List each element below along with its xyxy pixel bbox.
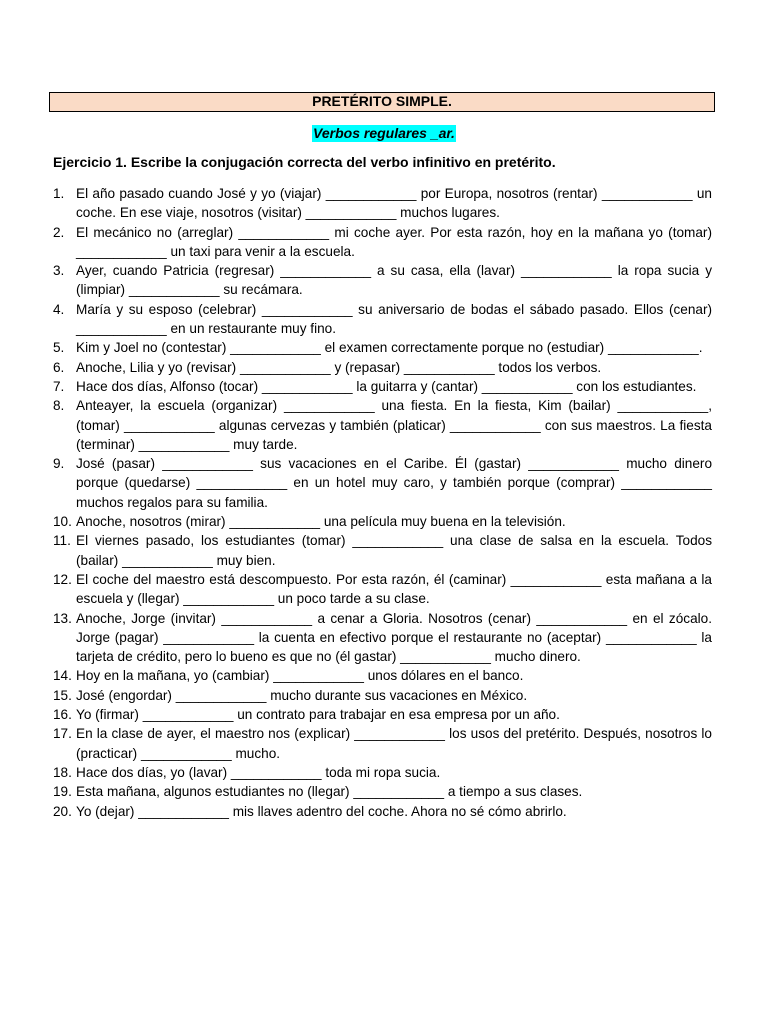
exercise-sentence: El viernes pasado, los estudiantes (tomar) ____________ una clase de salsa en la escuela. Todos (bailar) ____________ muy bien.	[76, 533, 712, 568]
exercise-list	[53, 184, 712, 821]
exercise-item	[53, 802, 712, 821]
exercise-sentence: El mecánico no (arreglar) ____________ mi coche ayer. Por esta razón, hoy en la mañana yo (tomar) ____________ un taxi para venir a la escuela.	[76, 224, 712, 259]
exercise-sentence: En la clase de ayer, el maestro nos (explicar) ____________ los usos del pretérito. Después, nosotros lo (practicar) ____________ mucho.	[76, 726, 712, 761]
exercise-number: 18.	[53, 764, 72, 780]
exercise-number: 6.	[53, 359, 65, 375]
exercise-item	[53, 782, 712, 801]
exercise-sentence: Yo (firmar) ____________ un contrato para trabajar en esa empresa por un año.	[76, 707, 560, 723]
exercise-number: 3.	[53, 263, 65, 279]
exercise-sentence: El año pasado cuando José y yo (viajar) ____________ por Europa, nosotros (rentar) ____________ un coche. En ese viaje, nosotros (visitar) ____________ muchos lugares.	[76, 186, 712, 221]
exercise-number: 20.	[53, 803, 72, 819]
exercise-instructions: Ejercicio 1. Escribe la conjugación correcta del verbo infinitivo en pretérito.	[53, 154, 556, 170]
exercise-item	[53, 223, 712, 262]
exercise-sentence: Hace dos días, Alfonso (tocar) ____________ la guitarra y (cantar) ____________ con los estudiantes.	[76, 378, 697, 394]
exercise-item	[53, 184, 712, 223]
exercise-number: 10.	[53, 514, 72, 530]
exercise-number: 2.	[53, 224, 65, 240]
exercise-number: 14.	[53, 668, 72, 684]
exercise-item	[53, 261, 712, 300]
exercise-sentence: Ayer, cuando Patricia (regresar) ____________ a su casa, ella (lavar) ____________ la ropa sucia y (limpiar) ____________ su recámara.	[76, 263, 712, 298]
exercise-number: 4.	[53, 301, 65, 317]
exercise-number: 7.	[53, 378, 65, 394]
exercise-sentence: José (pasar) ____________ sus vacaciones en el Caribe. Él (gastar) ____________ mucho dinero porque (quedarse) ____________ en un hotel muy caro, y también porque (comprar) ____________ muchos regalos para su familia.	[76, 456, 712, 510]
exercise-item	[53, 512, 712, 531]
exercise-item	[53, 666, 712, 685]
exercise-item	[53, 454, 712, 512]
exercise-item	[53, 377, 712, 396]
exercise-sentence: José (engordar) ____________ mucho durante sus vacaciones en México.	[76, 687, 528, 703]
exercise-item	[53, 300, 712, 339]
exercise-number: 15.	[53, 687, 72, 703]
exercise-item	[53, 570, 712, 609]
page-title: PRETÉRITO SIMPLE.	[49, 92, 715, 112]
exercise-number: 8.	[53, 398, 65, 414]
exercise-sentence: El coche del maestro está descompuesto. Por esta razón, él (caminar) ____________ esta mañana a la escuela y (llegar) ____________ un poco tarde a su clase.	[76, 571, 712, 607]
exercise-item	[53, 686, 712, 705]
subtitle-highlighted: Verbos regulares _ar.	[313, 125, 455, 141]
exercise-item	[53, 396, 712, 454]
exercise-number: 9.	[53, 456, 65, 472]
exercise-number: 11.	[53, 533, 71, 549]
exercise-sentence: Anteayer, la escuela (organizar) ____________ una fiesta. En la fiesta, Kim (bailar) ____________, (tomar) ____________ algunas cervezas y también (platicar) ____________ con sus maestros. La fiesta (terminar) ____________ muy tarde.	[76, 398, 712, 452]
subtitle-container	[0, 125, 768, 143]
exercise-number: 1.	[53, 186, 65, 201]
exercise-sentence: Kim y Joel no (contestar) ____________ el examen correctamente porque no (estudiar) ____________.	[76, 340, 703, 356]
exercise-sentence: Esta mañana, algunos estudiantes no (llegar) ____________ a tiempo a sus clases.	[76, 784, 583, 800]
exercise-number: 12.	[53, 571, 72, 587]
exercise-sentence: Hace dos días, yo (lavar) ____________ toda mi ropa sucia.	[76, 764, 441, 780]
exercise-sentence: Anoche, Jorge (invitar) ____________ a cenar a Gloria. Nosotros (cenar) ____________ en el zócalo. Jorge (pagar) ____________ la cuenta en efectivo porque el restaurante no (aceptar) ____________ la tarjeta de crédito, pero lo bueno es que no (él gastar) ____________ mucho dinero.	[76, 610, 712, 665]
exercise-number: 5.	[53, 340, 65, 356]
exercise-number: 19.	[53, 784, 72, 800]
exercise-sentence: Anoche, nosotros (mirar) ____________ una película muy buena en la televisión.	[76, 514, 566, 530]
exercise-number: 17.	[53, 726, 72, 742]
exercise-item	[53, 763, 712, 782]
exercise-item	[53, 531, 712, 570]
exercise-sentence: Anoche, Lilia y yo (revisar) ____________ y (repasar) ____________ todos los verbos.	[76, 359, 602, 375]
exercise-item	[53, 724, 712, 763]
exercise-number: 13.	[53, 610, 72, 626]
exercise-number: 16.	[53, 707, 72, 723]
exercise-sentence: Yo (dejar) ____________ mis llaves adentro del coche. Ahora no sé cómo abrirlo.	[76, 803, 567, 819]
exercise-item	[53, 705, 712, 724]
exercise-sentence: Hoy en la mañana, yo (cambiar) ____________ unos dólares en el banco.	[76, 668, 524, 684]
exercise-item	[53, 338, 712, 357]
exercise-sentence: María y su esposo (celebrar) ____________ su aniversario de bodas el sábado pasado. Ellos (cenar) ____________ en un restaurante muy fino.	[76, 301, 712, 337]
exercise-item	[53, 609, 712, 667]
exercise-item	[53, 358, 712, 377]
